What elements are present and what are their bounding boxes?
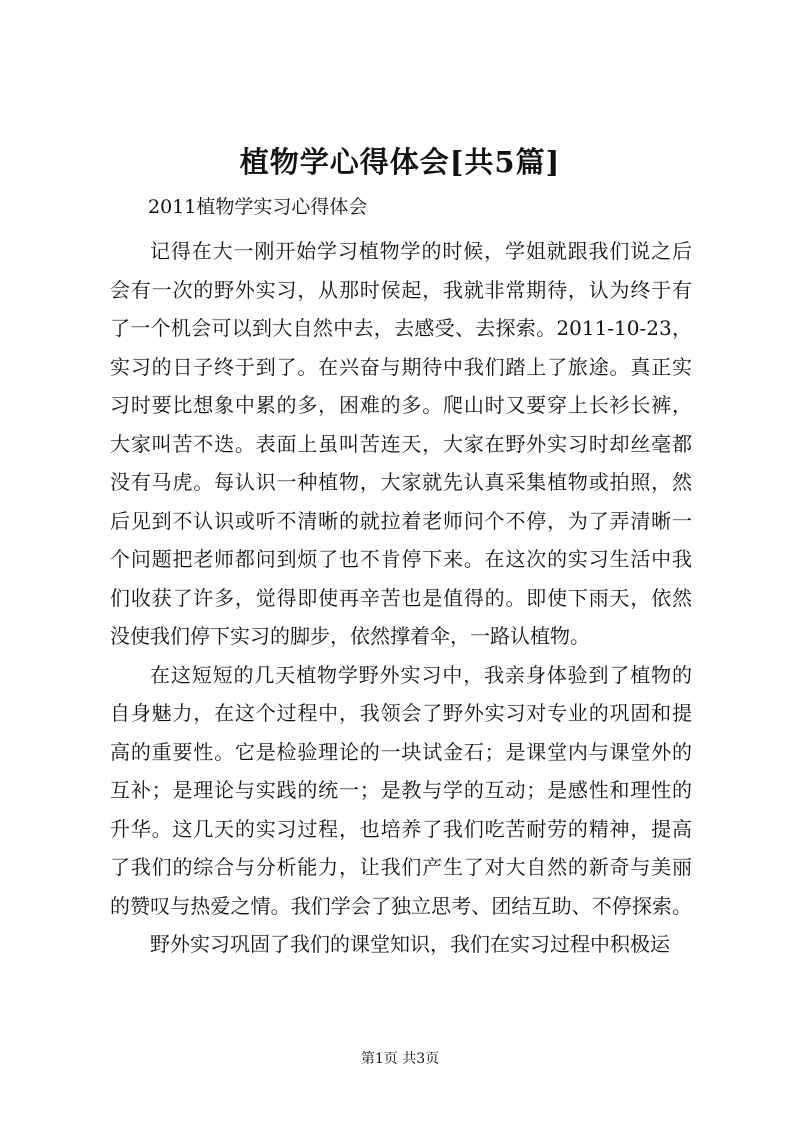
body-line: 记得在大一刚开始学习植物学的时候，学姐就跟我们说之后 — [150, 239, 692, 263]
body-line: 了我们的综合与分析能力，让我们产生了对大自然的新奇与美丽 — [110, 855, 692, 879]
body-line: 没使我们停下实习的脚步，依然撑着伞，一路认植物。 — [110, 624, 590, 648]
body-line: 在这短短的几天植物学野外实习中，我亲身体验到了植物的 — [150, 662, 692, 687]
document-body — [110, 232, 692, 964]
body-line: 的赞叹与热爱之情。我们学会了独立思考、团结互助、不停探索。 — [110, 893, 692, 918]
document-title: 植物学心得体会[共5篇] — [239, 145, 561, 179]
body-line: 实习的日子终于到了。在兴奋与期待中我们踏上了旅途。真正实 — [110, 354, 692, 379]
body-line: 个问题把老师都问到烦了也不肯停下来。在这次的实习生活中我 — [110, 547, 692, 571]
body-line: 升华。这几天的实习过程，也培养了我们吃苦耐劳的精神，提高 — [110, 816, 692, 841]
page-number-footer: 第1页 共3页 — [360, 1051, 440, 1067]
body-line: 没有马虎。每认识一种植物，大家就先认真采集植物或拍照，然 — [110, 470, 692, 494]
body-line: 会有一次的野外实习，从那时侯起，我就非常期待，认为终于有 — [110, 277, 692, 302]
body-line: 们收获了许多，觉得即使再辛苦也是值得的。即使下雨天，依然 — [110, 585, 692, 610]
body-line: 了一个机会可以到大自然中去，去感受、去探索。2011-10-23， — [110, 316, 692, 340]
body-line: 自身魅力，在这个过程中，我领会了野外实习对专业的巩固和提 — [110, 701, 692, 725]
document-subtitle: 2011植物学实习心得体会 — [148, 196, 368, 218]
body-line: 高的重要性。它是检验理论的一块试金石；是课堂内与课堂外的 — [110, 739, 692, 764]
body-line: 互补；是理论与实践的统一；是教与学的互动；是感性和理性的 — [110, 778, 692, 802]
body-line: 野外实习巩固了我们的课堂知识，我们在实习过程中积极运 — [150, 932, 670, 956]
body-line: 后见到不认识或听不清晰的就拉着老师问个不停，为了弄清晰一 — [110, 508, 692, 533]
body-line: 习时要比想象中累的多，困难的多。爬山时又要穿上长衫长裤， — [110, 393, 692, 417]
body-line: 大家叫苦不迭。表面上虽叫苦连天，大家在野外实习时却丝毫都 — [110, 431, 692, 456]
